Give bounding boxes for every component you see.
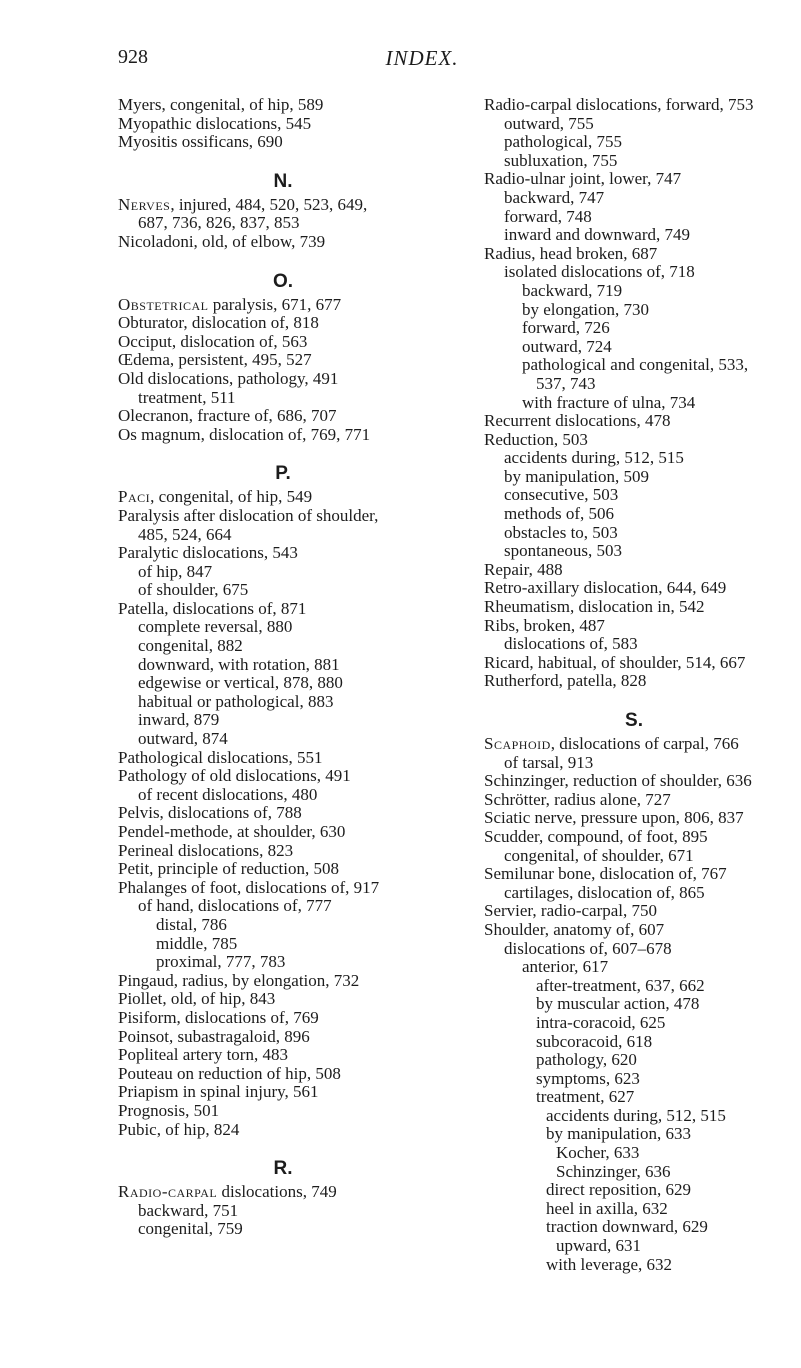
entry-text: Schrötter, radius alone, 727 <box>484 789 671 809</box>
entry-text: Pisiform, dislocations of, 769 <box>118 1007 319 1027</box>
index-subentry <box>118 897 448 916</box>
index-entry <box>484 431 784 450</box>
index-subentry <box>118 656 448 675</box>
entry-text: intra-coracoid, 625 <box>536 1012 666 1032</box>
entry-text: Pathology of old dislocations, 491 <box>118 766 351 786</box>
index-subentry <box>484 524 784 543</box>
index-entry <box>118 879 448 898</box>
entry-text: Old dislocations, pathology, 491 <box>118 368 339 388</box>
index-entry <box>118 115 448 134</box>
index-subentry <box>118 637 448 656</box>
index-subentry <box>484 884 784 903</box>
entry-text: Servier, radio-carpal, 750 <box>484 901 658 921</box>
page-number: 928 <box>118 46 148 68</box>
entry-text: methods of, 506 <box>504 504 615 524</box>
entry-text: middle, 785 <box>156 933 238 953</box>
entry-text: upward, 631 <box>556 1236 641 1256</box>
index-entry <box>118 214 448 233</box>
index-subentry <box>118 730 448 749</box>
entry-text: Pubic, of hip, 824 <box>118 1119 240 1139</box>
index-subentry <box>118 1202 448 1221</box>
entry-text: of recent dislocations, 480 <box>138 784 318 804</box>
index-entry <box>118 133 448 152</box>
entry-text: inward, 879 <box>138 710 220 730</box>
index-subentry <box>484 133 784 152</box>
page-header <box>118 46 726 76</box>
index-subentry <box>118 581 448 600</box>
index-entry <box>118 507 448 526</box>
index-subentry <box>484 754 784 773</box>
entry-text: Schinzinger, 636 <box>556 1161 671 1181</box>
entry-text: Pouteau on reduction of hip, 508 <box>118 1063 341 1083</box>
index-subentry <box>484 1181 784 1200</box>
entry-text: traction downward, 629 <box>546 1217 708 1237</box>
index-subentry <box>484 1070 784 1089</box>
entry-text: outward, 874 <box>138 729 228 749</box>
index-entry <box>484 561 784 580</box>
entry-text: congenital, of shoulder, 671 <box>504 845 694 865</box>
index-entry <box>118 1121 448 1140</box>
index-subentry <box>484 115 784 134</box>
index-entry <box>118 1183 448 1202</box>
index-entry <box>118 804 448 823</box>
index-subentry <box>484 1125 784 1144</box>
index-subentry <box>484 338 784 357</box>
entry-text: backward, 747 <box>504 187 605 207</box>
index-entry <box>118 351 448 370</box>
section-letter: R. <box>273 1158 293 1180</box>
entry-text: Paralysis after dislocation of shoulder, <box>118 505 379 525</box>
index-entry <box>484 735 784 754</box>
entry-text: accidents during, 512, 515 <box>546 1105 726 1125</box>
entry-text: of hip, 847 <box>138 561 213 581</box>
index-entry <box>484 96 784 115</box>
entry-text: with leverage, 632 <box>546 1254 673 1274</box>
entry-heading: Scaphoid <box>484 734 551 753</box>
index-subentry <box>484 1237 784 1256</box>
entry-text: of tarsal, 913 <box>504 752 594 772</box>
index-subentry <box>484 1256 784 1275</box>
index-subentry <box>118 953 448 972</box>
index-entry <box>484 170 784 189</box>
entry-text: Pingaud, radius, by elongation, 732 <box>118 970 360 990</box>
entry-text: Pendel-methode, at shoulder, 630 <box>118 822 346 841</box>
index-entry <box>118 370 448 389</box>
index-entry <box>118 233 448 252</box>
index-entry <box>118 96 448 115</box>
entry-text: backward, 719 <box>522 280 623 300</box>
entry-text: Sciatic nerve, pressure upon, 806, 837 <box>484 808 744 828</box>
index-entry <box>118 749 448 768</box>
index-subentry <box>484 375 784 394</box>
index-subentry <box>118 618 448 637</box>
entry-text: Ribs, broken, 487 <box>484 615 605 635</box>
entry-text: dislocations of, 583 <box>504 634 638 654</box>
entry-text: Repair, 488 <box>484 559 563 579</box>
index-entry <box>484 654 784 673</box>
entry-text: downward, with rotation, 881 <box>138 654 340 674</box>
entry-text: with fracture of ulna, 734 <box>522 392 696 412</box>
index-entry <box>118 600 448 619</box>
index-entry <box>118 767 448 786</box>
index-entry <box>484 772 784 791</box>
index-subentry <box>484 1200 784 1219</box>
index-subentry <box>484 1144 784 1163</box>
index-entry <box>118 823 448 842</box>
entry-text: Perineal dislocations, 823 <box>118 840 294 860</box>
entry-text: direct reposition, 629 <box>546 1180 691 1200</box>
entry-text: habitual or pathological, 883 <box>138 691 334 711</box>
index-subentry <box>484 152 784 171</box>
entry-text: Prognosis, 501 <box>118 1100 220 1120</box>
entry-text: of shoulder, 675 <box>138 580 249 600</box>
entry-text: congenital, 882 <box>138 636 243 656</box>
entry-text: inward and downward, 749 <box>504 225 691 245</box>
entry-text: , dislocations of carpal, 766 <box>550 734 739 753</box>
index-entry <box>484 245 784 264</box>
entry-text: outward, 724 <box>522 336 612 356</box>
entry-text: Kocher, 633 <box>556 1143 640 1163</box>
index-subentry <box>118 916 448 935</box>
index-entry <box>484 672 784 691</box>
entry-text: Patella, dislocations of, 871 <box>118 598 307 618</box>
index-entry <box>118 407 448 426</box>
index-subentry <box>484 189 784 208</box>
entry-heading: Obstetrical <box>118 294 209 314</box>
entry-text: by muscular action, 478 <box>536 994 700 1014</box>
entry-text: after-treatment, 637, 662 <box>536 975 705 995</box>
entry-text: Myers, congenital, of hip, 589 <box>118 95 324 114</box>
entry-text: Piollet, old, of hip, 843 <box>118 989 276 1009</box>
entry-text: Myopathic dislocations, 545 <box>118 113 312 133</box>
index-subentry <box>484 1051 784 1070</box>
entry-text: heel in axilla, 632 <box>546 1198 668 1218</box>
entry-text: pathological, 755 <box>504 132 623 152</box>
entry-text: Petit, principle of reduction, 508 <box>118 859 339 879</box>
entry-text: backward, 751 <box>138 1200 239 1220</box>
index-subentry <box>118 693 448 712</box>
entry-text: Myositis ossificans, 690 <box>118 132 283 152</box>
entry-heading: Radio-carpal <box>118 1182 218 1202</box>
entry-text: Schinzinger, reduction of shoulder, 636 <box>484 771 752 791</box>
entry-text: congenital, 759 <box>138 1219 243 1239</box>
index-subentry <box>484 319 784 338</box>
left-column <box>118 96 448 1239</box>
index-subentry <box>484 847 784 866</box>
index-entry <box>118 1102 448 1121</box>
index-entry <box>118 296 448 315</box>
section-letter: N. <box>273 170 293 192</box>
index-entry <box>118 426 448 445</box>
index-entry <box>484 598 784 617</box>
index-subentry <box>484 1014 784 1033</box>
index-subentry <box>484 1218 784 1237</box>
index-entry <box>118 972 448 991</box>
entry-text: subcoracoid, 618 <box>536 1031 653 1051</box>
index-subentry <box>484 282 784 301</box>
entry-text: pathological and congenital, 533, <box>522 355 749 375</box>
index-entry <box>118 488 448 507</box>
entry-text: proximal, 777, 783 <box>156 952 286 972</box>
entry-text: of hand, dislocations of, 777 <box>138 896 332 916</box>
entry-text: by manipulation, 509 <box>504 466 649 486</box>
index-entry <box>118 842 448 861</box>
entry-text: , congenital, of hip, 549 <box>150 487 313 507</box>
entry-text: symptoms, 623 <box>536 1068 640 1088</box>
section-letter: S. <box>625 710 643 731</box>
entry-text: spontaneous, 503 <box>504 541 623 561</box>
index-subentry <box>484 263 784 282</box>
entry-text: Os magnum, dislocation of, 769, 771 <box>118 424 371 444</box>
entry-heading: Nerves <box>118 194 171 214</box>
entry-text: 485, 524, 664 <box>138 524 232 544</box>
index-entry <box>118 1083 448 1102</box>
index-subentry <box>118 674 448 693</box>
index-entry <box>484 902 784 921</box>
entry-text: Priapism in spinal injury, 561 <box>118 1082 319 1102</box>
index-subentry <box>484 301 784 320</box>
entry-text: Rutherford, patella, 828 <box>484 671 647 691</box>
entry-text: forward, 748 <box>504 206 592 226</box>
entry-text: by manipulation, 633 <box>546 1124 691 1144</box>
entry-text: outward, 755 <box>504 113 594 133</box>
index-entry <box>118 1065 448 1084</box>
entry-text: Reduction, 503 <box>484 429 588 449</box>
index-entry <box>118 860 448 879</box>
entry-text: treatment, 511 <box>138 387 236 407</box>
entry-text: Obturator, dislocation of, 818 <box>118 313 319 333</box>
index-entry <box>484 791 784 810</box>
entry-text: consecutive, 503 <box>504 485 619 505</box>
index-subentry <box>484 940 784 959</box>
entry-text: cartilages, dislocation of, 865 <box>504 882 705 902</box>
entry-text: paralysis, 671, 677 <box>208 294 342 314</box>
index-subentry <box>484 1033 784 1052</box>
entry-text: Recurrent dislocations, 478 <box>484 411 671 431</box>
entry-text: treatment, 627 <box>536 1087 635 1107</box>
entry-text: pathology, 620 <box>536 1050 637 1070</box>
entry-text: Rheumatism, dislocation in, 542 <box>484 597 705 617</box>
index-subentry <box>484 356 784 375</box>
entry-text: Radius, head broken, 687 <box>484 243 658 263</box>
entry-text: 537, 743 <box>536 373 596 393</box>
index-subentry <box>118 563 448 582</box>
entry-text: Radio-ulnar joint, lower, 747 <box>484 169 682 189</box>
index-subentry <box>484 505 784 524</box>
entry-text: Œdema, persistent, 495, 527 <box>118 350 312 370</box>
index-subentry <box>118 711 448 730</box>
entry-text: obstacles to, 503 <box>504 522 618 542</box>
index-subentry <box>118 786 448 805</box>
right-column <box>484 96 784 1274</box>
entry-heading: Paci <box>118 487 151 507</box>
running-head: INDEX. <box>385 46 459 70</box>
index-subentry <box>484 1088 784 1107</box>
index-subentry <box>118 389 448 408</box>
entry-text: Phalanges of foot, dislocations of, 917 <box>118 877 380 897</box>
index-subentry <box>484 486 784 505</box>
entry-text: 687, 736, 826, 837, 853 <box>138 213 300 233</box>
section-letter: P. <box>275 463 291 485</box>
index-entry <box>484 809 784 828</box>
index-entry <box>118 990 448 1009</box>
index-subentry <box>484 958 784 977</box>
entry-text: accidents during, 512, 515 <box>504 448 684 468</box>
entry-text: isolated dislocations of, 718 <box>504 262 695 282</box>
entry-text: dislocations of, 607–678 <box>504 938 672 958</box>
entry-text: Pathological dislocations, 551 <box>118 747 323 767</box>
index-entry <box>484 579 784 598</box>
entry-text: Retro-axillary dislocation, 644, 649 <box>484 578 727 598</box>
entry-text: Paralytic dislocations, 543 <box>118 543 298 563</box>
entry-text: Scudder, compound, of foot, 895 <box>484 826 708 846</box>
index-subentry <box>118 935 448 954</box>
entry-text: Olecranon, fracture of, 686, 707 <box>118 406 337 426</box>
entry-text: anterior, 617 <box>522 957 609 977</box>
index-subentry <box>484 995 784 1014</box>
index-entry <box>118 1028 448 1047</box>
index-subentry <box>484 468 784 487</box>
entry-text: forward, 726 <box>522 318 610 338</box>
index-entry <box>118 314 448 333</box>
entry-text: Popliteal artery torn, 483 <box>118 1045 288 1065</box>
index-subentry <box>118 1220 448 1239</box>
index-entry <box>118 544 448 563</box>
index-subentry <box>484 1107 784 1126</box>
entry-text: Radio-carpal dislocations, forward, 753 <box>484 95 754 114</box>
entry-text: Poinsot, subastragaloid, 896 <box>118 1026 310 1046</box>
entry-text: Ricard, habitual, of shoulder, 514, 667 <box>484 652 746 672</box>
index-entry <box>484 828 784 847</box>
entry-text: Occiput, dislocation of, 563 <box>118 331 308 351</box>
entry-text: by elongation, 730 <box>522 299 650 319</box>
index-entry <box>118 526 448 545</box>
index-entry <box>484 617 784 636</box>
entry-text: , injured, 484, 520, 523, 649, <box>170 194 368 214</box>
index-subentry <box>484 1163 784 1182</box>
index-entry <box>118 1009 448 1028</box>
entry-text: Pelvis, dislocations of, 788 <box>118 803 302 823</box>
index-entry <box>484 921 784 940</box>
entry-text: complete reversal, 880 <box>138 617 293 637</box>
index-entry <box>484 865 784 884</box>
index-subentry <box>484 226 784 245</box>
entry-text: subluxation, 755 <box>504 150 618 170</box>
entry-text: distal, 786 <box>156 914 227 934</box>
index-entry <box>484 412 784 431</box>
index-entry <box>118 333 448 352</box>
entry-text: dislocations, 749 <box>217 1182 337 1202</box>
index-subentry <box>484 208 784 227</box>
index-subentry <box>484 977 784 996</box>
index-subentry <box>484 542 784 561</box>
index-subentry <box>484 635 784 654</box>
entry-text: edgewise or vertical, 878, 880 <box>138 673 343 693</box>
index-subentry <box>484 449 784 468</box>
entry-text: Semilunar bone, dislocation of, 767 <box>484 864 727 884</box>
index-entry <box>118 196 448 215</box>
entry-text: Nicoladoni, old, of elbow, 739 <box>118 231 326 251</box>
index-entry <box>118 1046 448 1065</box>
section-letter: O. <box>272 270 294 292</box>
index-subentry <box>484 394 784 413</box>
entry-text: Shoulder, anatomy of, 607 <box>484 919 665 939</box>
